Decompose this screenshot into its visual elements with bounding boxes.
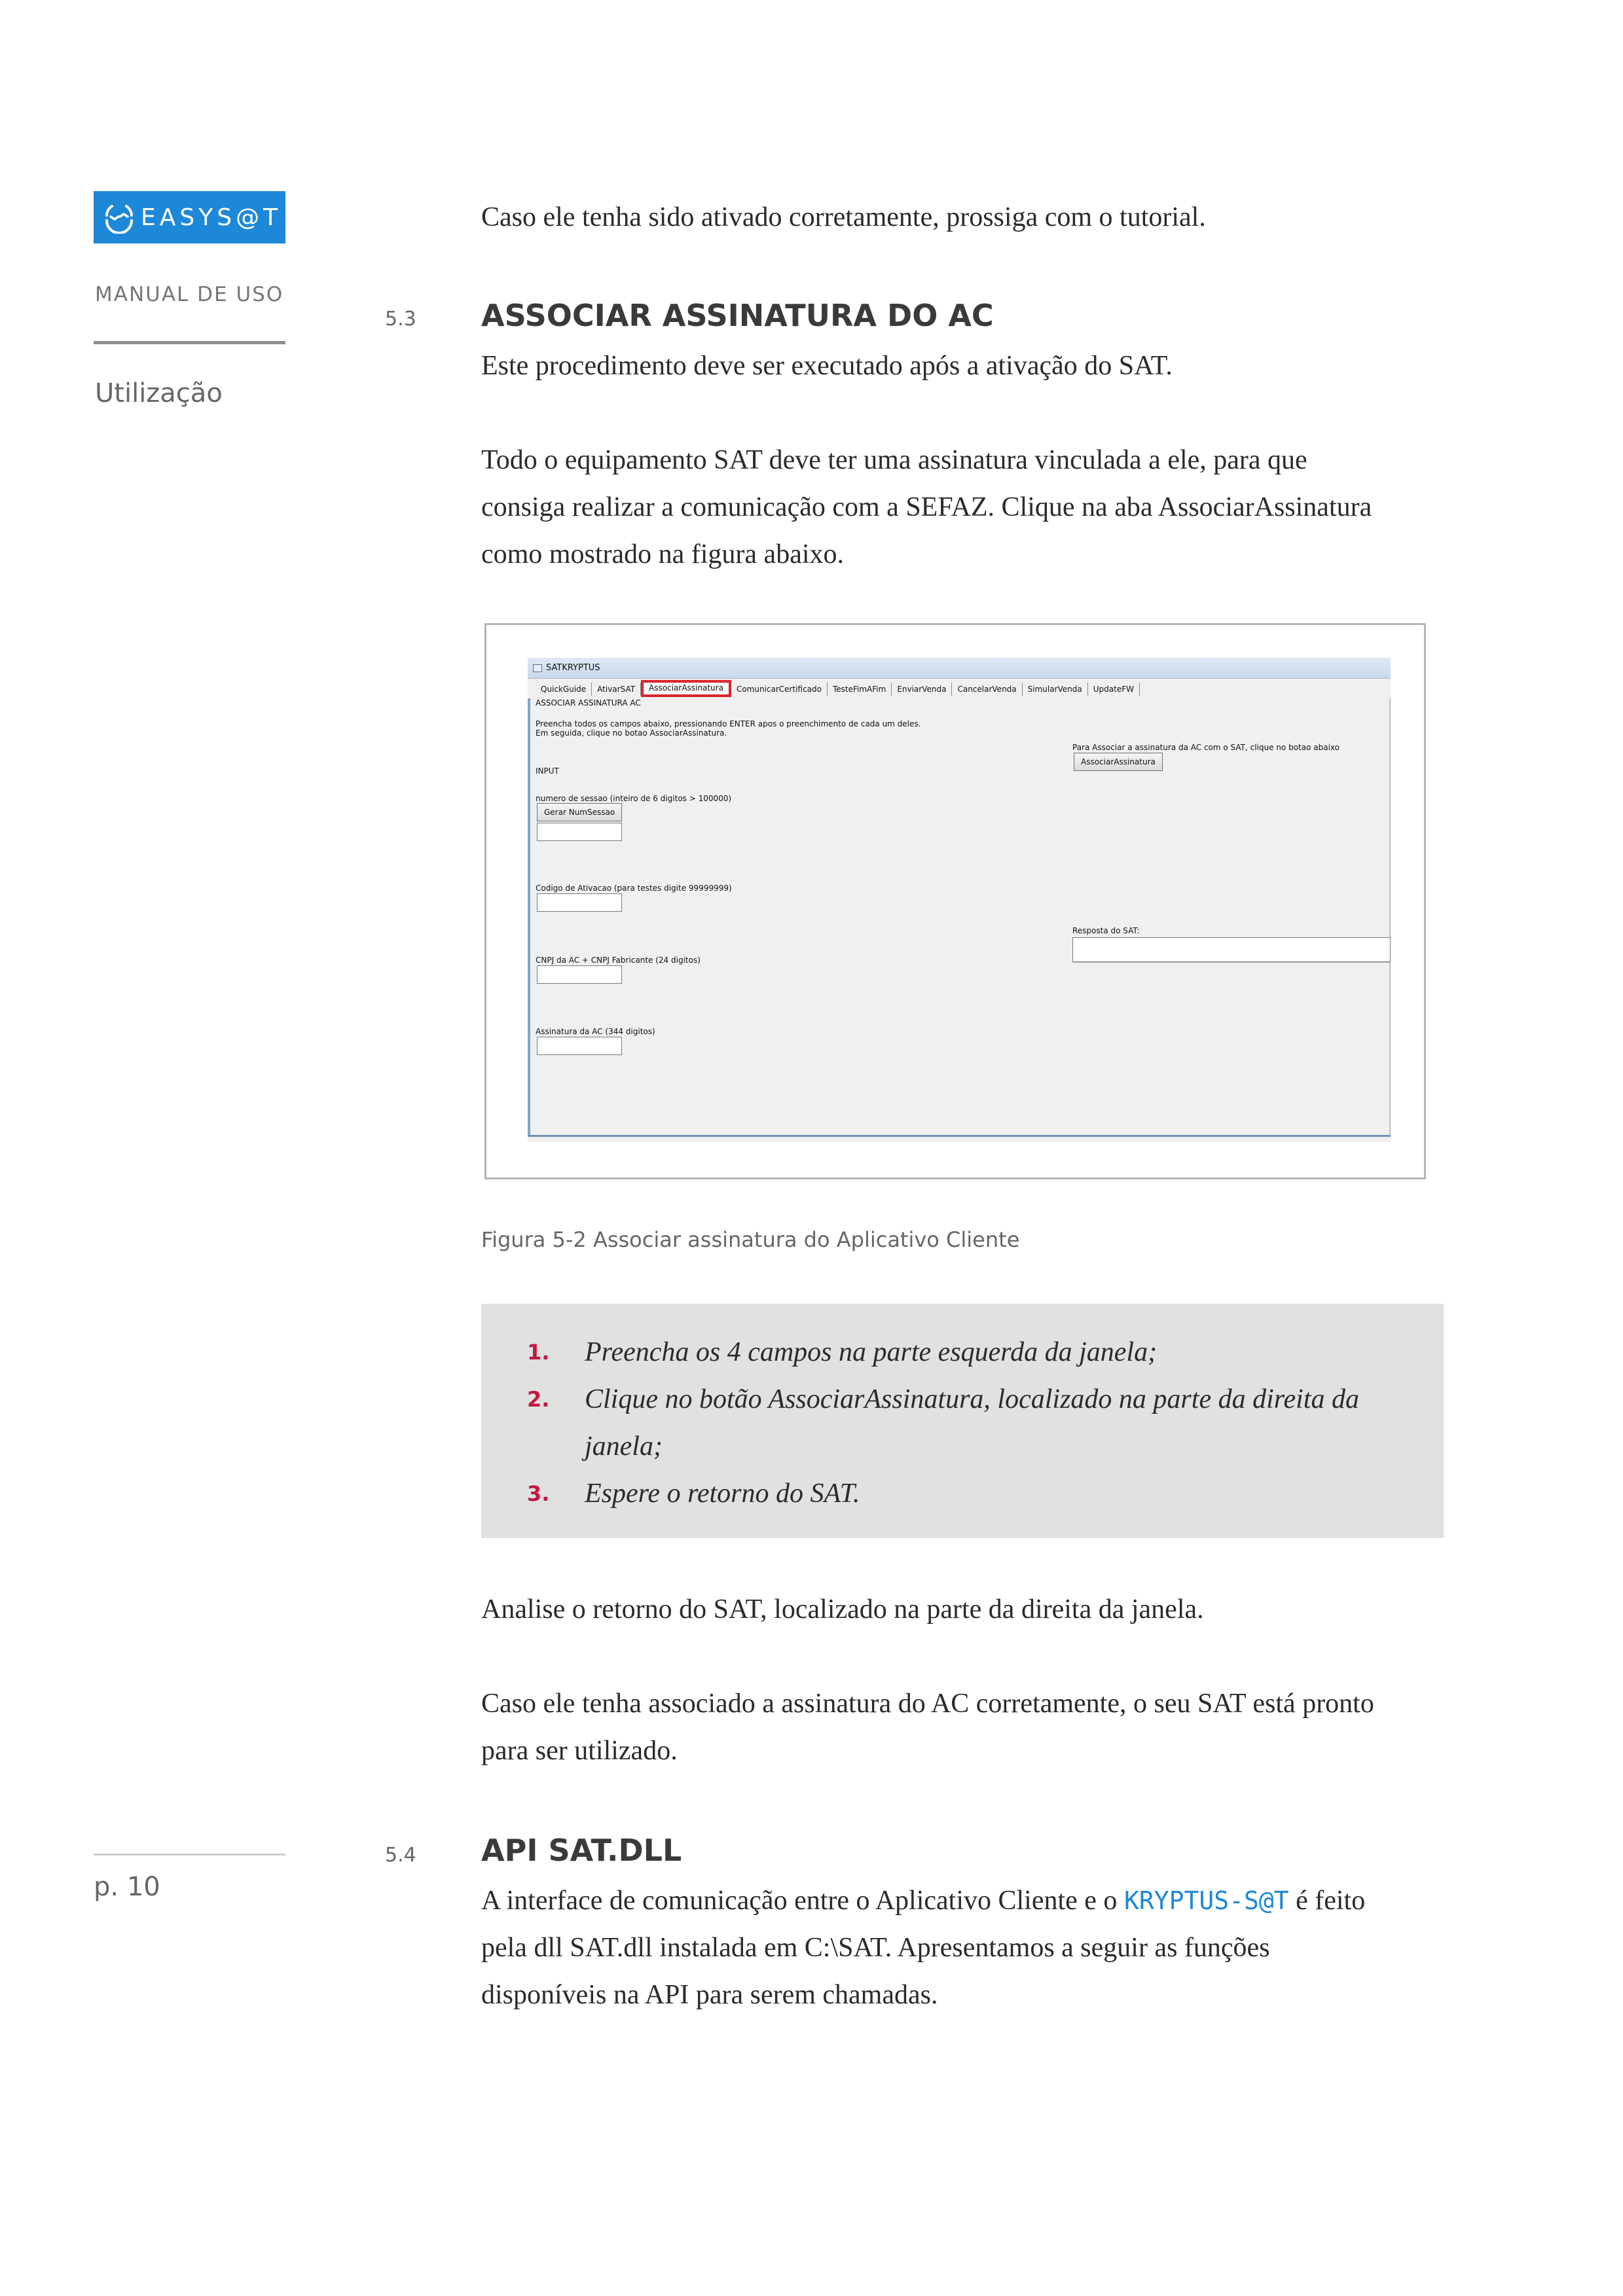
tab-simularvenda[interactable]: SimularVenda — [1023, 683, 1088, 696]
text-segment: A interface de comunicação entre o Aplicativo Cliente e o — [481, 1886, 1124, 1916]
section-title-5-4: API SAT.DLL — [481, 1833, 682, 1868]
section-number-5-3: 5.3 — [385, 308, 416, 331]
sidebar-divider — [94, 341, 285, 344]
tab-ativarsat[interactable]: AtivarSAT — [592, 683, 641, 696]
section-5-4-paragraph — [481, 1877, 1444, 2018]
section-title-5-3: ASSOCIAR ASSINATURA DO AC — [481, 298, 994, 333]
paragraph-line: como mostrado na figura abaixo. — [481, 539, 844, 569]
tab-enviarvenda[interactable]: EnviarVenda — [892, 683, 952, 696]
paragraph-line — [481, 1877, 1444, 1924]
logo-text: EASYS@T — [141, 204, 282, 231]
cnpj-input[interactable] — [537, 965, 622, 984]
session-label: numero de sessao (inteiro de 6 digitos > 100000) — [536, 794, 732, 803]
figure-caption: Figura 5-2 Associar assinatura do Aplicativo Cliente — [481, 1227, 1020, 1252]
window-app-icon — [533, 664, 542, 672]
step-item — [527, 1329, 1444, 1376]
step-text — [585, 1376, 1370, 1470]
easysat-logo — [94, 191, 285, 243]
signature-label: Assinatura da AC (344 digitos) — [536, 1027, 655, 1036]
response-output — [1072, 937, 1391, 962]
paragraph-line: consiga realizar a comunicação com a SEFAZ. Clique na aba AssociarAssinatura — [481, 492, 1372, 522]
step-text: Espere o retorno do SAT. — [585, 1479, 860, 1509]
step-text-line: janela; — [585, 1431, 663, 1462]
tab-associarassinatura[interactable]: AssociarAssinatura — [641, 680, 731, 697]
intro-paragraph: Caso ele tenha sido ativado corretamente, prossiga com o tutorial. — [481, 202, 1206, 232]
page-number: p. 10 — [94, 1872, 160, 1902]
tab-quickguide[interactable]: QuickGuide — [536, 683, 592, 696]
paragraph-line: Todo o equipamento SAT deve ter uma assinatura vinculada a ele, para que — [481, 445, 1307, 475]
signature-input[interactable] — [537, 1037, 622, 1055]
tab-testefimafim[interactable]: TesteFimAFim — [828, 683, 892, 696]
paragraph-line: Caso ele tenha associado a assinatura do AC corretamente, o seu SAT está pronto — [481, 1689, 1374, 1719]
manual-label: MANUAL DE USO — [95, 283, 284, 306]
window-title: SATKRYPTUS — [546, 663, 600, 673]
response-divider — [1072, 962, 1391, 963]
activation-code-label: Codigo de Ativacao (para testes digite 99999999) — [536, 884, 732, 893]
panel-title: ASSOCIAR ASSINATURA AC — [536, 698, 641, 708]
tab-comunicarcertificado[interactable]: ComunicarCertificado — [731, 683, 828, 696]
paragraph-line: pela dll SAT.dll instalada em C:\SAT. Apresentamos a seguir as funções — [481, 1933, 1270, 1963]
step-text: Preencha os 4 campos na parte esquerda da janela; — [585, 1337, 1158, 1367]
session-number-input[interactable] — [537, 823, 622, 841]
section-5-3-paragraph-1: Este procedimento deve ser executado após a ativação do SAT. — [481, 351, 1173, 381]
analysis-paragraph: Analise o retorno do SAT, localizado na parte da direita da janela. — [481, 1594, 1204, 1624]
tab-cancelarvenda[interactable]: CancelarVenda — [952, 683, 1022, 696]
window-titlebar — [528, 658, 1391, 679]
tab-updatefw[interactable]: UpdateFW — [1088, 683, 1140, 696]
input-header: INPUT — [536, 766, 559, 776]
satkryptus-window — [528, 658, 1391, 1142]
associar-assinatura-button[interactable]: AssociarAssinatura — [1074, 753, 1163, 771]
step-number: 3. — [527, 1481, 550, 1506]
panel-right-edge — [1389, 698, 1391, 1137]
step-text-line: Clique no botão AssociarAssinatura, localizado na parte da direita da — [585, 1384, 1360, 1414]
easysat-logo-icon — [103, 201, 136, 234]
step-item — [527, 1376, 1444, 1470]
tab-bar — [528, 679, 1391, 698]
cnpj-label: CNPJ da AC + CNPJ Fabricante (24 digitos) — [536, 956, 701, 965]
tab-panel — [528, 698, 1391, 1137]
paragraph-line: para ser utilizado. — [481, 1736, 678, 1766]
paragraph-line: disponíveis na API para serem chamadas. — [481, 1980, 938, 2010]
steps-note-box — [481, 1304, 1444, 1538]
step-item — [527, 1470, 1444, 1517]
right-instruction: Para Associar a assinatura da AC com o SAT, clique no botao abaixo — [1072, 743, 1340, 752]
sidebar-section-label: Utilização — [95, 378, 223, 408]
brand-name: KRYPTUS-S@T — [1123, 1886, 1289, 1915]
ready-paragraph — [481, 1680, 1444, 1774]
instructions-line-1: Preencha todos os campos abaixo, pressionando ENTER apos o preenchimento de cada um deles. — [536, 719, 921, 728]
activation-code-input[interactable] — [537, 893, 622, 912]
text-segment: é feito — [1288, 1886, 1366, 1916]
figure-screenshot — [484, 623, 1426, 1179]
section-number-5-4: 5.4 — [385, 1844, 416, 1867]
step-number: 2. — [527, 1387, 550, 1412]
instructions-line-2: Em seguida, clique no botao AssociarAssinatura. — [536, 728, 727, 738]
section-5-3-paragraph-2 — [481, 437, 1444, 578]
response-label: Resposta do SAT: — [1072, 926, 1140, 935]
panel-bottom-edge — [528, 1135, 1391, 1137]
step-number: 1. — [527, 1340, 550, 1365]
footer-divider — [94, 1854, 285, 1856]
panel-left-edge — [528, 698, 530, 1137]
gerar-numsessao-button[interactable]: Gerar NumSessao — [537, 803, 622, 821]
